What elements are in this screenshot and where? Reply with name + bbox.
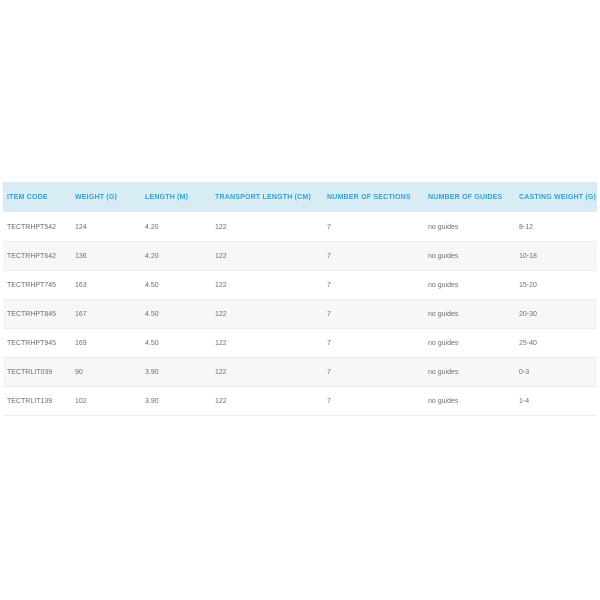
header-row <box>3 182 597 213</box>
header-item-code: ITEM CODE <box>3 182 71 213</box>
cell-item-code: TECTRHPT542 <box>3 213 71 242</box>
cell-number-of-guides: no guides <box>424 213 515 242</box>
cell-transport-length: 122 <box>211 387 323 416</box>
cell-number-of-guides: no guides <box>424 300 515 329</box>
cell-weight: 136 <box>71 242 141 271</box>
cell-length: 4.20 <box>141 213 211 242</box>
table-row <box>3 300 597 329</box>
cell-item-code: TECTRHPT642 <box>3 242 71 271</box>
cell-length: 4.50 <box>141 271 211 300</box>
header-transport-length: TRANSPORT LENGTH (CM) <box>211 182 323 213</box>
header-number-of-guides: NUMBER OF GUIDES <box>424 182 515 213</box>
header-weight: WEIGHT (G) <box>71 182 141 213</box>
cell-casting-weight: 20-30 <box>515 300 597 329</box>
cell-item-code: TECTRHPT745 <box>3 271 71 300</box>
cell-transport-length: 122 <box>211 213 323 242</box>
cell-transport-length: 122 <box>211 242 323 271</box>
cell-transport-length: 122 <box>211 358 323 387</box>
cell-casting-weight: 8-12 <box>515 213 597 242</box>
cell-number-of-sections: 7 <box>323 329 424 358</box>
table-body <box>3 213 597 416</box>
cell-transport-length: 122 <box>211 271 323 300</box>
header-length: LENGTH (M) <box>141 182 211 213</box>
cell-weight: 102 <box>71 387 141 416</box>
cell-length: 3.90 <box>141 387 211 416</box>
cell-number-of-sections: 7 <box>323 387 424 416</box>
specifications-table <box>3 182 597 416</box>
header-number-of-sections: NUMBER OF SECTIONS <box>323 182 424 213</box>
cell-length: 4.20 <box>141 242 211 271</box>
table-header <box>3 182 597 213</box>
cell-casting-weight: 15-20 <box>515 271 597 300</box>
table-row <box>3 213 597 242</box>
cell-number-of-sections: 7 <box>323 271 424 300</box>
cell-casting-weight: 0-3 <box>515 358 597 387</box>
cell-length: 4.50 <box>141 300 211 329</box>
cell-weight: 90 <box>71 358 141 387</box>
cell-number-of-sections: 7 <box>323 300 424 329</box>
table-row <box>3 329 597 358</box>
cell-number-of-sections: 7 <box>323 242 424 271</box>
cell-number-of-sections: 7 <box>323 213 424 242</box>
cell-weight: 163 <box>71 271 141 300</box>
cell-item-code: TECTRHPT845 <box>3 300 71 329</box>
cell-item-code: TECTRHPT945 <box>3 329 71 358</box>
cell-casting-weight: 1-4 <box>515 387 597 416</box>
cell-length: 3.90 <box>141 358 211 387</box>
table-row <box>3 387 597 416</box>
cell-number-of-guides: no guides <box>424 358 515 387</box>
cell-number-of-guides: no guides <box>424 329 515 358</box>
cell-item-code: TECTRLIT139 <box>3 387 71 416</box>
cell-transport-length: 122 <box>211 300 323 329</box>
cell-casting-weight: 10-18 <box>515 242 597 271</box>
cell-weight: 124 <box>71 213 141 242</box>
cell-casting-weight: 25-40 <box>515 329 597 358</box>
cell-number-of-guides: no guides <box>424 271 515 300</box>
table-row <box>3 358 597 387</box>
cell-number-of-guides: no guides <box>424 387 515 416</box>
table-row <box>3 271 597 300</box>
cell-transport-length: 122 <box>211 329 323 358</box>
cell-weight: 167 <box>71 300 141 329</box>
cell-weight: 169 <box>71 329 141 358</box>
cell-number-of-guides: no guides <box>424 242 515 271</box>
cell-length: 4.50 <box>141 329 211 358</box>
cell-number-of-sections: 7 <box>323 358 424 387</box>
header-casting-weight: CASTING WEIGHT (G) <box>515 182 597 213</box>
table-row <box>3 242 597 271</box>
cell-item-code: TECTRLIT039 <box>3 358 71 387</box>
